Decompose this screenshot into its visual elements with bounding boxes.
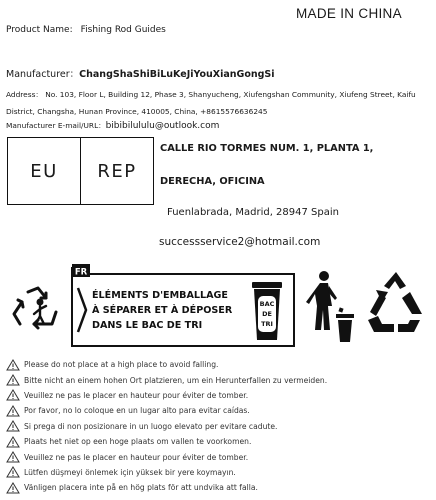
warning-triangle-icon	[6, 466, 20, 478]
warning-item	[6, 403, 432, 418]
warning-text: Veuillez ne pas le placer en hauteur pour éviter de tomber.	[24, 452, 249, 462]
eu-rep-address-line1: CALLE RIO TORMES NUM. 1, PLANTA 1,	[160, 143, 374, 154]
warning-text: Bitte nicht an einem hohen Ort platzieren, um ein Herunterfallen zu vermeiden.	[24, 375, 328, 385]
manufacturer-email-line	[6, 120, 219, 131]
eu-rep-city: Fuenlabrada, Madrid, 28947 Spain	[167, 207, 339, 218]
warning-item	[6, 449, 432, 464]
warning-list	[6, 357, 432, 496]
warning-item	[6, 419, 432, 434]
sorting-bin-icon	[252, 282, 282, 340]
triman-icon	[14, 288, 56, 328]
warning-triangle-icon	[6, 374, 20, 386]
warning-triangle-icon	[6, 359, 20, 371]
eu-rep-box	[7, 137, 154, 205]
warning-item	[6, 357, 432, 372]
warning-text: Please do not place at a high place to avoid falling.	[24, 360, 219, 370]
bin-text-2: DE	[262, 310, 272, 318]
warning-triangle-icon	[6, 389, 20, 401]
warning-item	[6, 434, 432, 449]
triman-line3: DANS LE BAC DE TRI	[92, 320, 203, 331]
bin-text-3: TRI	[261, 320, 273, 328]
manufacturer-line	[6, 66, 275, 80]
warning-item	[6, 388, 432, 403]
recycling-info-panel	[72, 264, 294, 346]
warning-triangle-icon	[6, 451, 20, 463]
eu-rep-address-line2: DERECHA, OFICINA	[160, 176, 265, 187]
warning-text: Lütfen düşmeyi önlemek için yüksek bir yere koymayın.	[24, 467, 236, 477]
address-value: No. 103, Floor L, Building 12, Phase 3, Shanyucheng, Xiufengshan Community, Xiufeng Street, Kaifu District, Changsha, Hunan Province, 410005, China, +8615576636245	[6, 90, 416, 116]
manufacturer-name: ChangShaShiBiLuKeJiYouXianGongSi	[79, 69, 275, 80]
warning-text: Vänligen placera inte på en hög plats för att undvika att falla.	[24, 483, 258, 493]
recycling-icons-row	[6, 262, 430, 350]
eu-rep-email: successservice2@hotmail.com	[159, 236, 321, 248]
warning-text: Si prega di non posizionare in un luogo elevato per evitare cadute.	[24, 421, 278, 431]
warning-text: Veuillez ne pas le placer en hauteur pour éviter de tomber.	[24, 390, 249, 400]
manufacturer-email: bibibilululu@outlook.com	[105, 121, 220, 131]
triman-line1: ÉLÉMENTS D'EMBALLAGE	[92, 290, 228, 301]
address-label: Address：	[6, 90, 43, 99]
product-name-line	[6, 25, 166, 35]
made-in-label: MADE IN CHINA	[296, 6, 402, 21]
tidyman-icon	[306, 271, 354, 342]
product-name-value: Fishing Rod Guides	[80, 25, 166, 35]
bin-text-1: BAC	[259, 300, 275, 308]
warning-item	[6, 480, 432, 495]
warning-item	[6, 465, 432, 480]
warning-text: Por favor, no lo coloque en un lugar alto para evitar caídas.	[24, 406, 250, 416]
recycle-icon	[368, 272, 422, 332]
triman-line2: À SÉPARER ET À DÉPOSER	[92, 305, 233, 316]
manufacturer-label: Manufacturer：	[6, 69, 80, 80]
manufacturer-address	[6, 86, 430, 120]
warning-triangle-icon	[6, 436, 20, 448]
warning-triangle-icon	[6, 405, 20, 417]
product-name-label: Product Name:	[6, 25, 73, 35]
eu-rep-box-eu: EU	[30, 160, 58, 182]
warning-triangle-icon	[6, 420, 20, 432]
email-label: Manufacturer E-mail/URL：	[6, 121, 106, 130]
warning-triangle-icon	[6, 482, 20, 494]
eu-rep-box-rep: REP	[80, 138, 153, 204]
warning-text: Plaats het niet op een hoge plaats om vallen te voorkomen.	[24, 437, 252, 447]
warning-item	[6, 372, 432, 387]
fr-badge: FR	[74, 267, 88, 278]
